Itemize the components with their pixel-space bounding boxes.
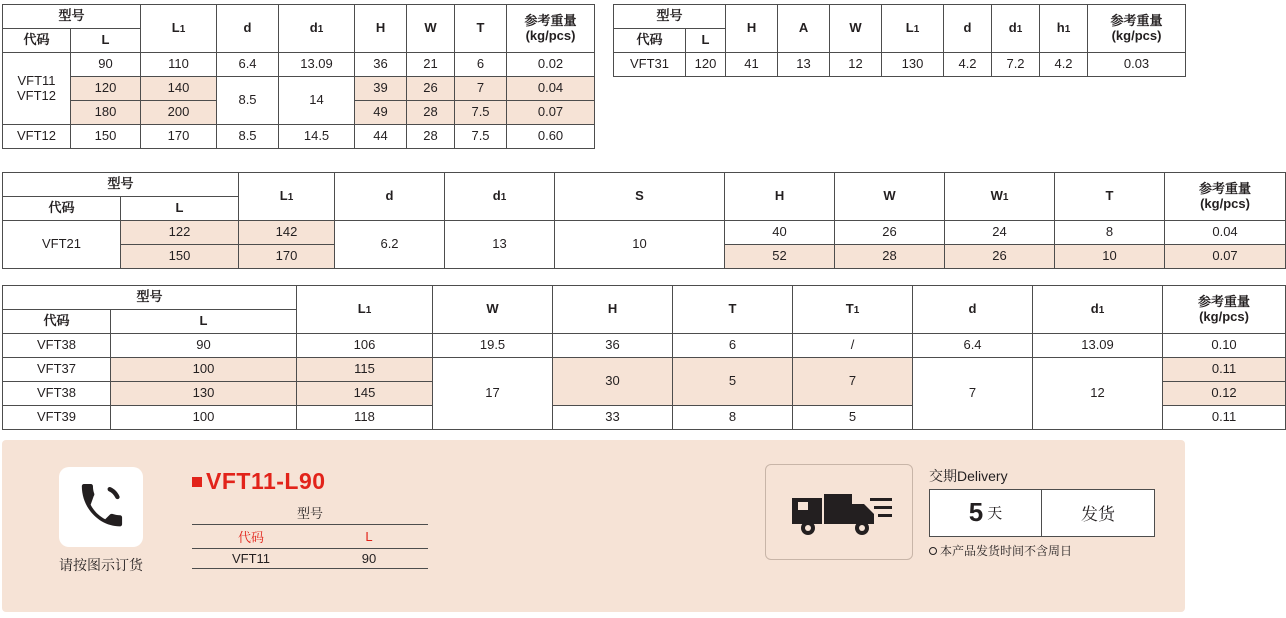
header-weight-line2: (kg/pcs) — [525, 27, 576, 43]
cell-T: 7.5 — [455, 125, 507, 149]
table-header-row — [614, 5, 1186, 29]
phone-icon-box — [59, 467, 143, 547]
cell-L1: 110 — [141, 53, 217, 77]
header-group-model: 型号 — [3, 286, 297, 310]
delivery-note-text: 本产品发货时间不含周日 — [940, 543, 1073, 558]
order-table-group-row — [192, 501, 428, 525]
cell-H: 36 — [553, 334, 673, 358]
cell-code: VFT38 — [3, 334, 111, 358]
cell-T: 5 — [673, 358, 793, 406]
header-d1: d1 — [1033, 286, 1163, 334]
cell-T1: 5 — [793, 406, 913, 430]
delivery-block — [765, 464, 1155, 560]
cell-T: 10 — [1055, 245, 1165, 269]
cell-weight: 0.11 — [1163, 358, 1286, 382]
cell-H: 40 — [725, 221, 835, 245]
header-group-model: 型号 — [3, 173, 239, 197]
header-weight — [1163, 286, 1286, 334]
header-L: L — [111, 310, 297, 334]
delivery-row — [929, 489, 1155, 537]
bullet-square-icon — [192, 477, 202, 487]
cell-d: 6.4 — [217, 53, 279, 77]
cell-L1: 170 — [141, 125, 217, 149]
cell-T: 6 — [455, 53, 507, 77]
header-W: W — [407, 5, 455, 53]
cell-L: 90 — [71, 53, 141, 77]
cell-W: 12 — [830, 53, 882, 77]
table-row — [3, 125, 595, 149]
cell-code: VFT21 — [3, 221, 121, 269]
table-row — [3, 53, 595, 77]
header-W: W — [433, 286, 553, 334]
table-header-row — [3, 5, 595, 29]
order-table-l-header: L — [310, 525, 428, 549]
cell-d1: 14.5 — [279, 125, 355, 149]
cell-code: VFT31 — [614, 53, 686, 77]
cell-d1: 13.09 — [279, 53, 355, 77]
header-T: T — [673, 286, 793, 334]
header-H: H — [553, 286, 673, 334]
header-S: S — [555, 173, 725, 221]
cell-T: 8 — [673, 406, 793, 430]
cell-H: 33 — [553, 406, 673, 430]
cell-L: 100 — [111, 406, 297, 430]
cell-d: 8.5 — [217, 77, 279, 125]
header-weight-line1: 参考重量 — [1110, 12, 1163, 28]
cell-H: 30 — [553, 358, 673, 406]
cell-W: 19.5 — [433, 334, 553, 358]
table-row — [3, 221, 1286, 245]
cell-code: VFT39 — [3, 406, 111, 430]
table-row — [3, 77, 595, 101]
cell-L: 150 — [121, 245, 239, 269]
cell-d: 8.5 — [217, 125, 279, 149]
cell-L: 120 — [686, 53, 726, 77]
header-L: L — [71, 29, 141, 53]
cell-weight: 0.07 — [507, 101, 595, 125]
delivery-days — [930, 490, 1042, 536]
table-vft31 — [613, 4, 1186, 77]
order-code-title — [192, 468, 442, 495]
cell-d1: 13.09 — [1033, 334, 1163, 358]
header-H: H — [726, 5, 778, 53]
cell-W: 28 — [407, 125, 455, 149]
table-row — [3, 358, 1286, 382]
circle-bullet-icon — [929, 547, 937, 555]
cell-code: VFT38 — [3, 382, 111, 406]
table-vft37-39 — [2, 285, 1286, 430]
cell-code: VFT37 — [3, 358, 111, 382]
cell-weight: 0.03 — [1088, 53, 1186, 77]
cell-d1: 13 — [445, 221, 555, 269]
header-d: d — [217, 5, 279, 53]
header-W: W — [830, 5, 882, 53]
header-d: d — [335, 173, 445, 221]
cell-W: 26 — [835, 221, 945, 245]
cell-S: 10 — [555, 221, 725, 269]
header-H: H — [355, 5, 407, 53]
cell-L: 150 — [71, 125, 141, 149]
table-row — [3, 334, 1286, 358]
cell-weight: 0.04 — [1165, 221, 1286, 245]
cell-weight: 0.11 — [1163, 406, 1286, 430]
cell-T: 7 — [455, 77, 507, 101]
cell-L1: 115 — [297, 358, 433, 382]
cell-L1: 140 — [141, 77, 217, 101]
cell-H: 39 — [355, 77, 407, 101]
cell-L: 130 — [111, 382, 297, 406]
cell-weight: 0.10 — [1163, 334, 1286, 358]
header-d: d — [913, 286, 1033, 334]
cell-code — [3, 53, 71, 125]
table-vft21 — [2, 172, 1286, 269]
cell-H: 44 — [355, 125, 407, 149]
cell-L1: 130 — [882, 53, 944, 77]
delivery-ship-label: 发货 — [1081, 505, 1115, 524]
header-L1: L1 — [141, 5, 217, 53]
code-vft12: VFT12 — [16, 87, 56, 103]
cell-W: 21 — [407, 53, 455, 77]
cell-W: 17 — [433, 358, 553, 430]
header-d: d — [944, 5, 992, 53]
order-code-table — [192, 501, 428, 569]
header-weight-line2: (kg/pcs) — [1199, 308, 1249, 324]
header-weight-line2: (kg/pcs) — [1111, 27, 1162, 43]
header-group-model: 型号 — [3, 5, 141, 29]
header-L1: L1 — [882, 5, 944, 53]
phone-icon — [78, 484, 124, 530]
header-d1: d1 — [279, 5, 355, 53]
cell-weight: 0.07 — [1165, 245, 1286, 269]
header-code: 代码 — [3, 197, 121, 221]
header-W1: W1 — [945, 173, 1055, 221]
cell-A: 13 — [778, 53, 830, 77]
delivery-note — [929, 542, 1155, 559]
order-table-value-row — [192, 549, 428, 569]
header-T: T — [455, 5, 507, 53]
header-W: W — [835, 173, 945, 221]
delivery-truck-icon — [784, 482, 894, 542]
header-L1: L1 — [239, 173, 335, 221]
cell-L1: 142 — [239, 221, 335, 245]
cell-W: 26 — [407, 77, 455, 101]
header-group-model: 型号 — [614, 5, 726, 29]
cell-H: 49 — [355, 101, 407, 125]
delivery-label: 交期Delivery — [929, 467, 1008, 484]
cell-code: VFT12 — [3, 125, 71, 149]
cell-H: 41 — [726, 53, 778, 77]
header-d1: d1 — [992, 5, 1040, 53]
table-header-row — [3, 286, 1286, 310]
delivery-days-number: 5 — [968, 497, 984, 527]
cell-L1: 200 — [141, 101, 217, 125]
order-table-code-header: 代码 — [192, 525, 310, 549]
cell-d1: 12 — [1033, 358, 1163, 430]
code-vft11: VFT11 — [17, 72, 56, 88]
header-L: L — [686, 29, 726, 53]
cell-T: 7.5 — [455, 101, 507, 125]
header-weight — [507, 5, 595, 53]
order-code-text: VFT11-L90 — [206, 468, 326, 494]
order-table-group-label: 型号 — [296, 506, 323, 521]
header-weight-line2: (kg/pcs) — [1200, 195, 1250, 211]
cell-H: 52 — [725, 245, 835, 269]
delivery-days-unit: 天 — [987, 505, 1003, 522]
cell-L: 180 — [71, 101, 141, 125]
header-T1: T1 — [793, 286, 913, 334]
cell-L1: 145 — [297, 382, 433, 406]
cell-L1: 118 — [297, 406, 433, 430]
header-weight — [1165, 173, 1286, 221]
cell-T: 6 — [673, 334, 793, 358]
order-code-block — [192, 468, 442, 569]
cell-weight: 0.12 — [1163, 382, 1286, 406]
cell-L: 122 — [121, 221, 239, 245]
cell-T1: / — [793, 334, 913, 358]
cell-W1: 26 — [945, 245, 1055, 269]
cell-W: 28 — [835, 245, 945, 269]
order-table-code-value: VFT11 — [192, 549, 310, 569]
header-code: 代码 — [614, 29, 686, 53]
cell-weight: 0.60 — [507, 125, 595, 149]
cell-W1: 24 — [945, 221, 1055, 245]
header-T: T — [1055, 173, 1165, 221]
cell-weight: 0.04 — [507, 77, 595, 101]
cell-weight: 0.02 — [507, 53, 595, 77]
cell-L: 100 — [111, 358, 297, 382]
table-row — [614, 53, 1186, 77]
cell-d: 6.2 — [335, 221, 445, 269]
header-d1: d1 — [445, 173, 555, 221]
cell-H: 36 — [355, 53, 407, 77]
cell-d1: 7.2 — [992, 53, 1040, 77]
header-weight-line1: 参考重量 — [1199, 180, 1252, 196]
header-code: 代码 — [3, 310, 111, 334]
truck-icon-box — [765, 464, 913, 560]
order-table-header-row — [192, 525, 428, 549]
cell-T: 8 — [1055, 221, 1165, 245]
cell-d: 7 — [913, 358, 1033, 430]
header-code: 代码 — [3, 29, 71, 53]
cell-T1: 7 — [793, 358, 913, 406]
header-weight — [1088, 5, 1186, 53]
cell-L1: 106 — [297, 334, 433, 358]
header-h1: h1 — [1040, 5, 1088, 53]
order-table-l-value: 90 — [310, 549, 428, 569]
order-instruction-label: 请按图示订货 — [59, 557, 143, 573]
order-instruction-card — [48, 462, 154, 580]
cell-h1: 4.2 — [1040, 53, 1088, 77]
cell-d: 6.4 — [913, 334, 1033, 358]
cell-W: 28 — [407, 101, 455, 125]
table-vft11-12 — [2, 4, 595, 149]
header-H: H — [725, 173, 835, 221]
table-header-row — [3, 173, 1286, 197]
cell-d1: 14 — [279, 77, 355, 125]
order-and-delivery-panel — [2, 440, 1185, 612]
cell-L1: 170 — [239, 245, 335, 269]
delivery-info — [929, 466, 1155, 559]
header-weight-line1: 参考重量 — [1198, 293, 1251, 309]
header-L1: L1 — [297, 286, 433, 334]
header-weight-line1: 参考重量 — [524, 12, 577, 28]
cell-L: 90 — [111, 334, 297, 358]
cell-d: 4.2 — [944, 53, 992, 77]
cell-L: 120 — [71, 77, 141, 101]
header-L: L — [121, 197, 239, 221]
header-A: A — [778, 5, 830, 53]
